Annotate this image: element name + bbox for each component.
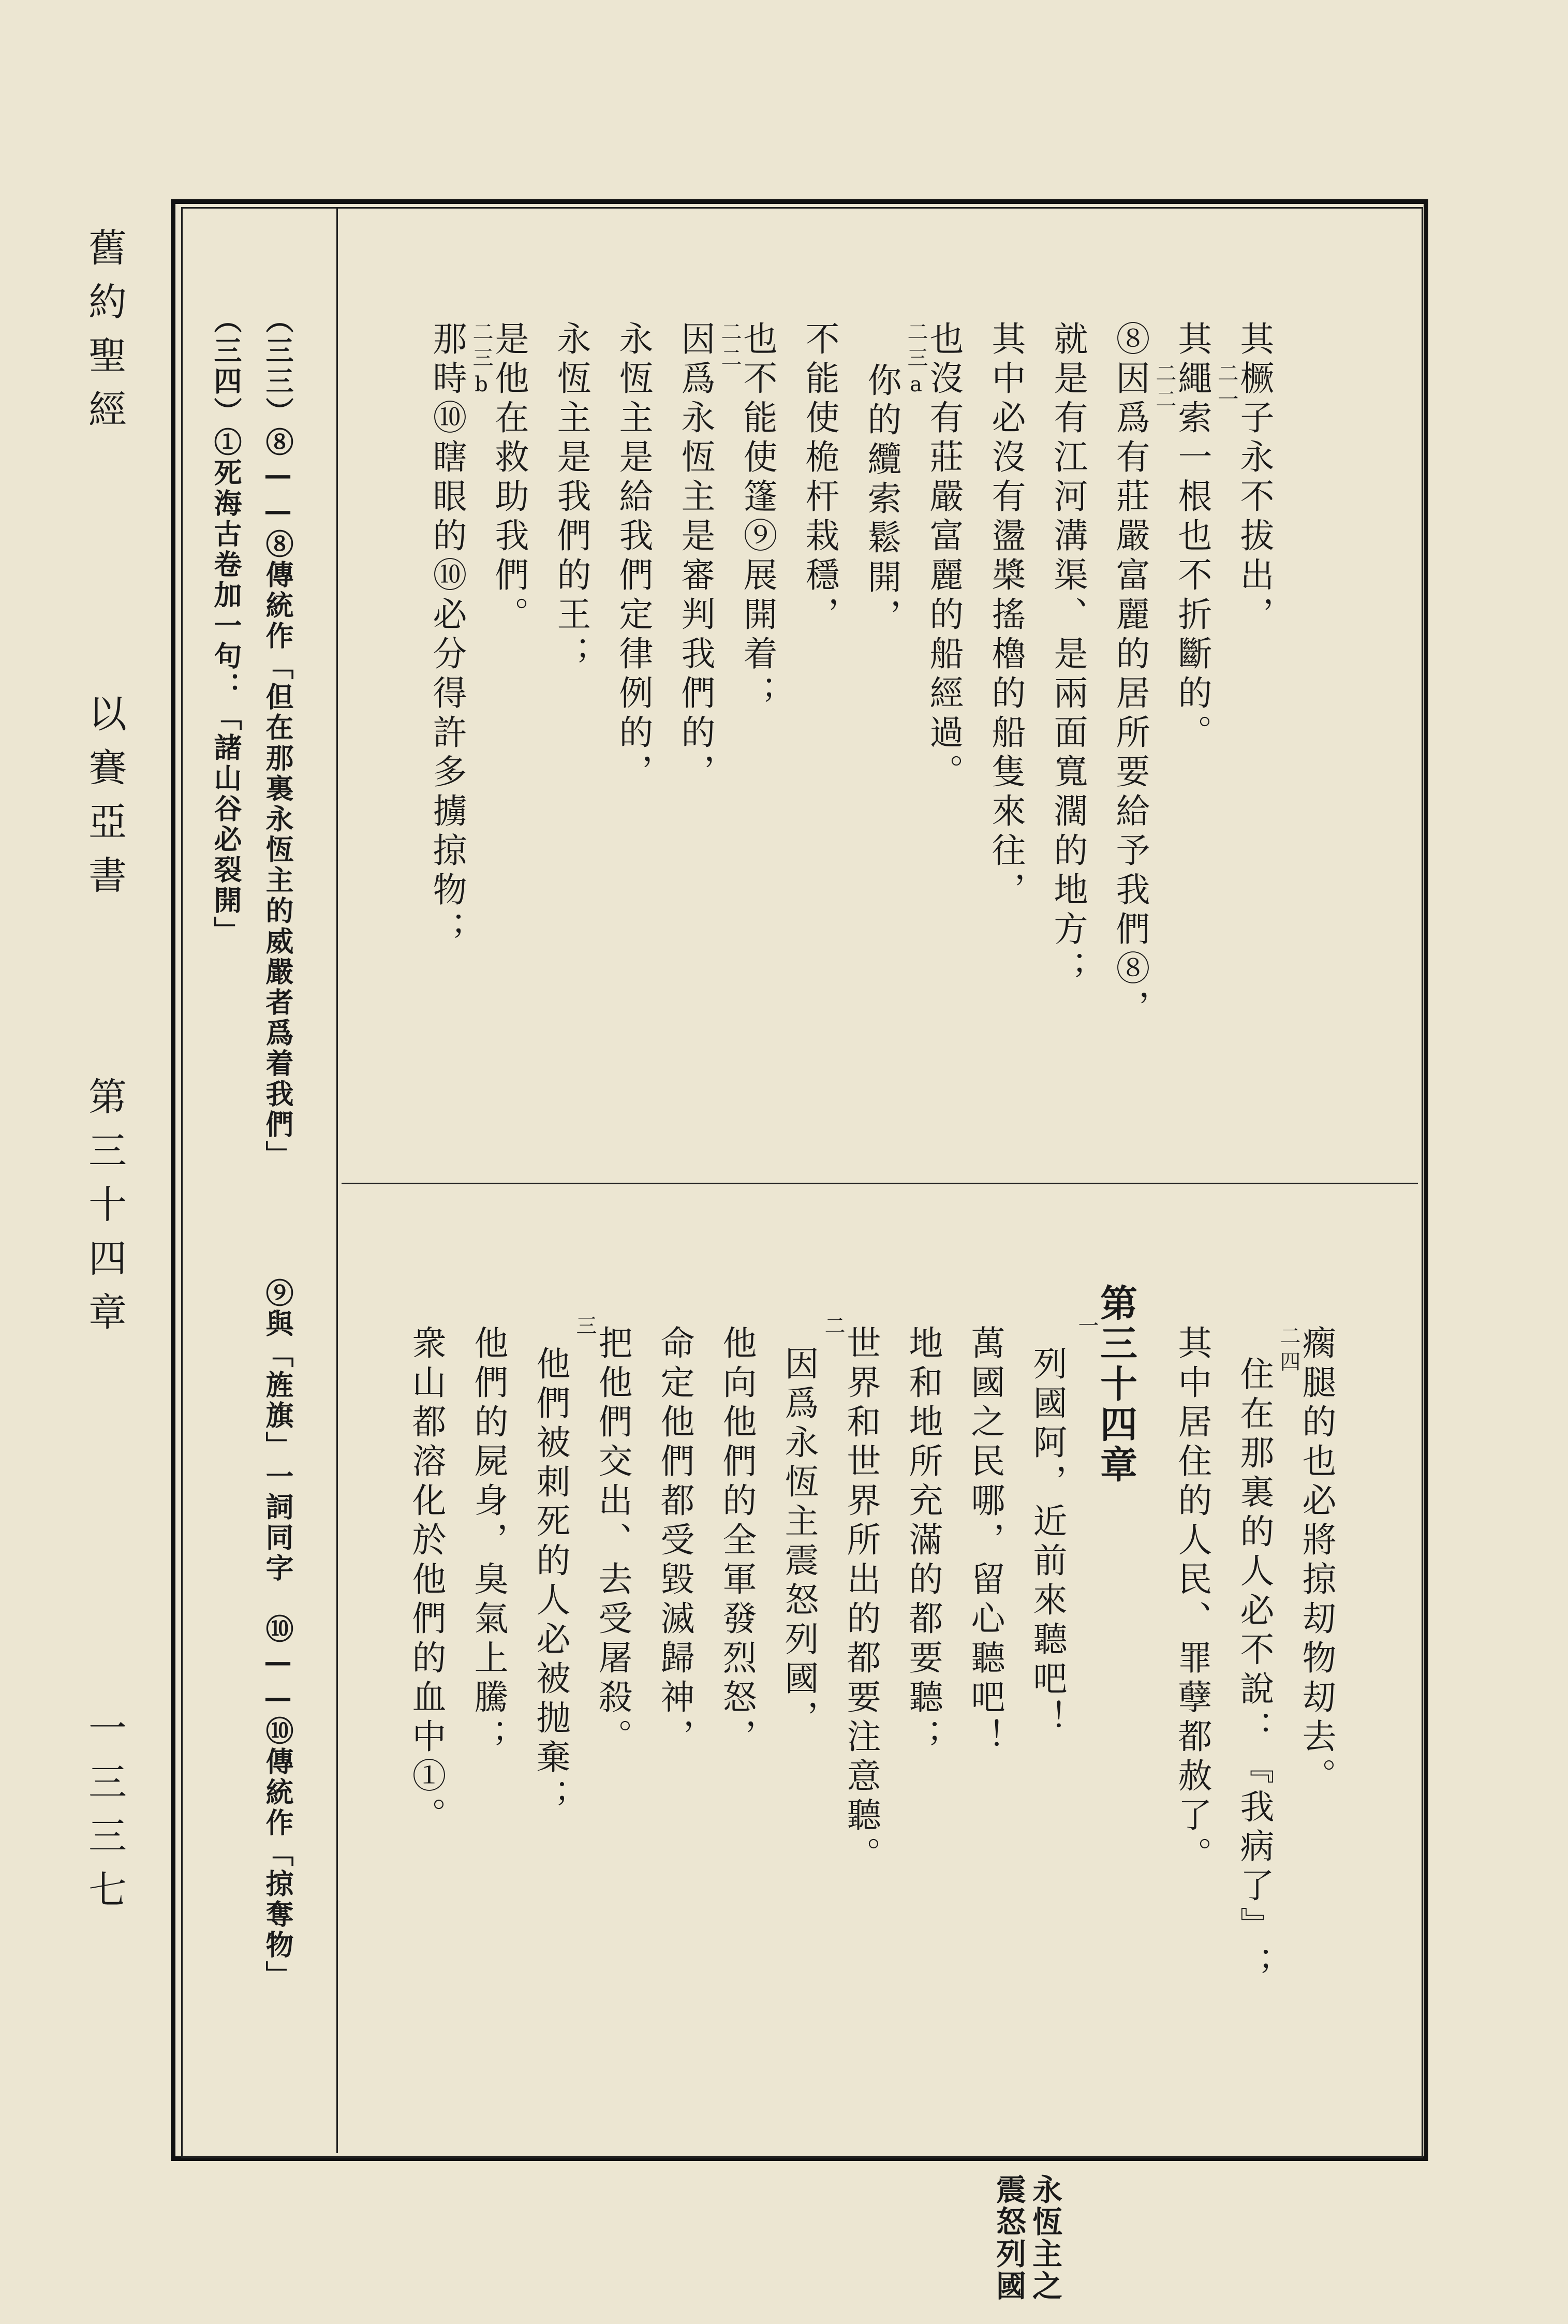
text-line: 其橛子永不拔出， (1234, 321, 1274, 636)
text-line: 不能使桅杆栽穩， (800, 321, 839, 636)
book-title: 舊約聖經 (82, 228, 127, 443)
footnote-33-lower: ⑨與「旌旗」一詞同字 ⑩——⑩傳統作「掠奪物」 (261, 1278, 294, 1991)
text-line: ⑧因爲有莊嚴富麗的居所要給予我們⑧， (1110, 321, 1150, 1029)
text-line: 他們的屍身，臭氣上騰； (468, 1325, 508, 1758)
verse-number: 二一 (1215, 362, 1238, 414)
text-line: 其中居住的人民、罪孽都赦了。 (1172, 1325, 1212, 1876)
text-line: 住在那裏的人必不說：『我病了』； (1234, 1356, 1274, 1985)
text-line: 地和地所充滿的都要聽； (903, 1325, 943, 1758)
footnote-rule (336, 207, 338, 2153)
text-line: 世界和世界所出的都要注意聽。 (841, 1325, 881, 1876)
text-line: 命定他們都受毀滅歸神， (655, 1325, 694, 1758)
text-line: 那時⑩瞎眼的⑩必分得許多擄掠物； (427, 321, 467, 950)
text-line: 萬國之民哪，留心聽吧！ (965, 1325, 1005, 1758)
verse-number: 二二 (1152, 362, 1176, 414)
text-line: 就是有江河溝渠、是兩面寬濶的地方； (1048, 321, 1088, 990)
margin-title-line: 永恆主之 (1027, 2174, 1062, 2302)
text-line: 是他在救助我們。 (489, 321, 529, 636)
verse-number: 二二 (718, 321, 742, 373)
verse-number: 二四 (1277, 1325, 1300, 1377)
margin-title-line: 震怒列國 (991, 2174, 1026, 2302)
text-line: 其繩索一根也不折斷的。 (1172, 321, 1212, 754)
text-line: 他向他們的全軍發烈怒， (717, 1325, 757, 1758)
section-title: 以賽亞書 (82, 694, 127, 909)
text-line: 瘸腿的也必將掠刧物刧去。 (1296, 1325, 1336, 1797)
text-line: 永恆主是我們的王； (551, 321, 591, 675)
text-line: 也不能使篷⑨展開着； (737, 321, 777, 714)
text-line: 列國阿，近前來聽吧！ (1027, 1346, 1067, 1739)
chapter-label: 第三十四章 (82, 1077, 127, 1346)
chapter-heading: 第三十四章 (1094, 1284, 1138, 1485)
footnote-34: （三四）①死海古卷加一句：「諸山谷必裂開」 (210, 305, 243, 947)
verse-number: 一 (1075, 1315, 1099, 1341)
verse-number: 二三b (469, 321, 493, 402)
block-divider (342, 1183, 1418, 1184)
text-line: 也沒有莊嚴富麗的船經過。 (924, 321, 964, 793)
verse-number: 三 (573, 1315, 597, 1341)
text-line: 他們被刺死的人必被抛棄； (530, 1346, 570, 1818)
text-line: 衆山都溶化於他們的血中①。 (406, 1325, 446, 1836)
text-line: 你的纜索鬆開， (862, 362, 901, 638)
verse-number: 二 (821, 1315, 845, 1341)
text-line: 把他們交出、去受屠殺。 (593, 1325, 632, 1758)
text-line: 因爲永恆主是審判我們的， (675, 321, 715, 793)
page-number: 一三三七 (82, 1708, 127, 1923)
text-line: 永恆主是給我們定律例的， (613, 321, 653, 793)
verse-number: 二三a (904, 321, 928, 402)
text-line: 因爲永恆主震怒列國， (779, 1346, 819, 1739)
text-line: 其中必沒有盪槳搖櫓的船隻來往， (986, 321, 1026, 911)
footnote-33-upper: （三三）⑧——⑧傳統作「但在那裏永恆主的威嚴者爲着我們」 (261, 305, 294, 1171)
